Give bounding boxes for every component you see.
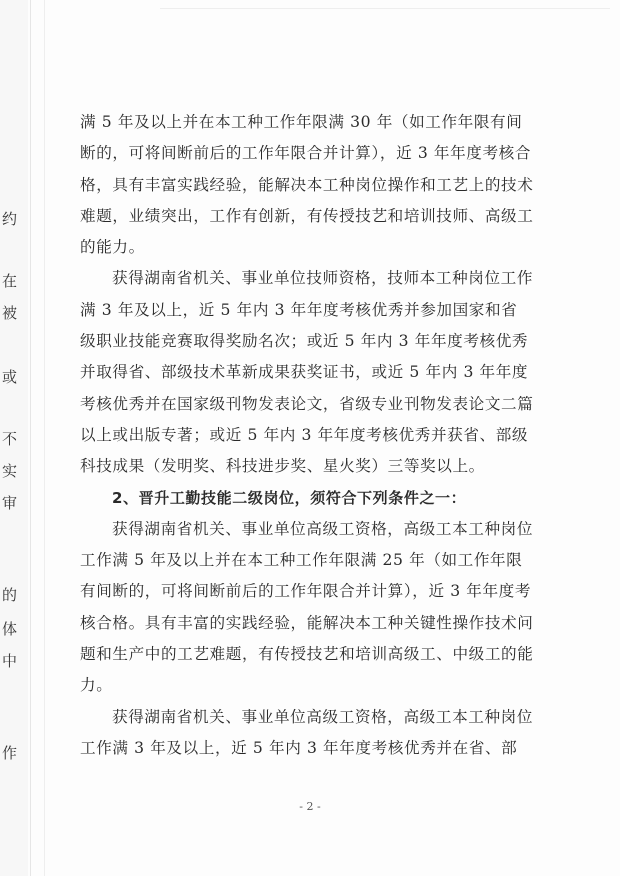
- text-line: 级职业技能竞赛取得奖励名次；或近 5 年内 3 年年度考核优秀: [80, 332, 529, 351]
- page-fold: [30, 0, 31, 876]
- text-line: 考核优秀并在国家级刊物发表论文，省级专业刊物发表论文二篇: [80, 394, 534, 413]
- text-line: 力。: [80, 676, 113, 695]
- previous-page-bleed: [0, 0, 28, 876]
- margin-fragment: 在: [2, 272, 18, 290]
- section-heading: [80, 483, 550, 514]
- text-line: 2、晋升工勤技能二级岗位，须符合下列条件之一：: [112, 488, 467, 507]
- text-line: 的能力。: [80, 238, 145, 257]
- margin-fragment: 不: [2, 430, 18, 448]
- paragraph: [80, 702, 550, 765]
- margin-fragment: 或: [2, 368, 18, 386]
- text-line: 格，具有丰富实践经验，能解决本工种岗位操作和工艺上的技术: [80, 175, 534, 194]
- text-line: 断的，可将间断前后的工作年限合并计算），近 3 年年度考核合: [80, 144, 532, 163]
- text-line: 核合格。具有丰富的实践经验，能解决本工种关键性操作技术问: [80, 613, 534, 632]
- margin-fragment: 约: [2, 210, 18, 228]
- margin-fragment: 实: [2, 462, 18, 480]
- text-line: 并取得省、部级技术革新成果获奖证书，或近 5 年内 3 年年度: [80, 363, 529, 382]
- text-line: 以上或出版专著；或近 5 年内 3 年年度考核优秀并获省、部级: [80, 425, 529, 444]
- margin-fragment: 作: [2, 744, 18, 762]
- text-line: 难题，业绩突出，工作有创新，有传授技艺和培训技师、高级工: [80, 206, 534, 225]
- document-body: [80, 107, 550, 764]
- paragraph: [80, 514, 550, 702]
- text-line: 获得湖南省机关、事业单位高级工资格，高级工本工种岗位: [112, 707, 534, 726]
- margin-fragment: 被: [2, 304, 18, 322]
- text-line: 科技成果（发明奖、科技进步奖、星火奖）三等奖以上。: [80, 457, 485, 476]
- text-line: 获得湖南省机关、事业单位技师资格，技师本工种岗位工作: [112, 269, 534, 288]
- text-line: 题和生产中的工艺难题，有传授技艺和培训高级工、中级工的能: [80, 645, 534, 664]
- text-line: 满 5 年及以上并在本工种工作年限满 30 年（如工作年限有间: [80, 113, 523, 131]
- text-line: 工作满 5 年及以上并在本工种工作年限满 25 年（如工作年限: [80, 551, 523, 570]
- page-number: - 2 -: [299, 800, 321, 813]
- paragraph: [80, 263, 550, 482]
- text-line: 有间断的，可将间断前后的工作年限合并计算），近 3 年年度考: [80, 582, 532, 601]
- page-fold: [44, 0, 45, 876]
- text-line: 工作满 3 年及以上，近 5 年内 3 年年度考核优秀并在省、部: [80, 738, 518, 757]
- text-line: 满 3 年及以上，近 5 年内 3 年年度考核优秀并参加国家和省: [80, 300, 518, 319]
- margin-fragment: 中: [2, 652, 18, 670]
- margin-fragment: 审: [2, 494, 18, 512]
- margin-fragment: 的: [2, 586, 18, 604]
- text-line: 获得湖南省机关、事业单位高级工资格，高级工本工种岗位: [112, 519, 534, 538]
- scan-edge-line: [160, 8, 610, 9]
- paragraph: [80, 107, 550, 263]
- margin-fragment: 体: [2, 620, 18, 638]
